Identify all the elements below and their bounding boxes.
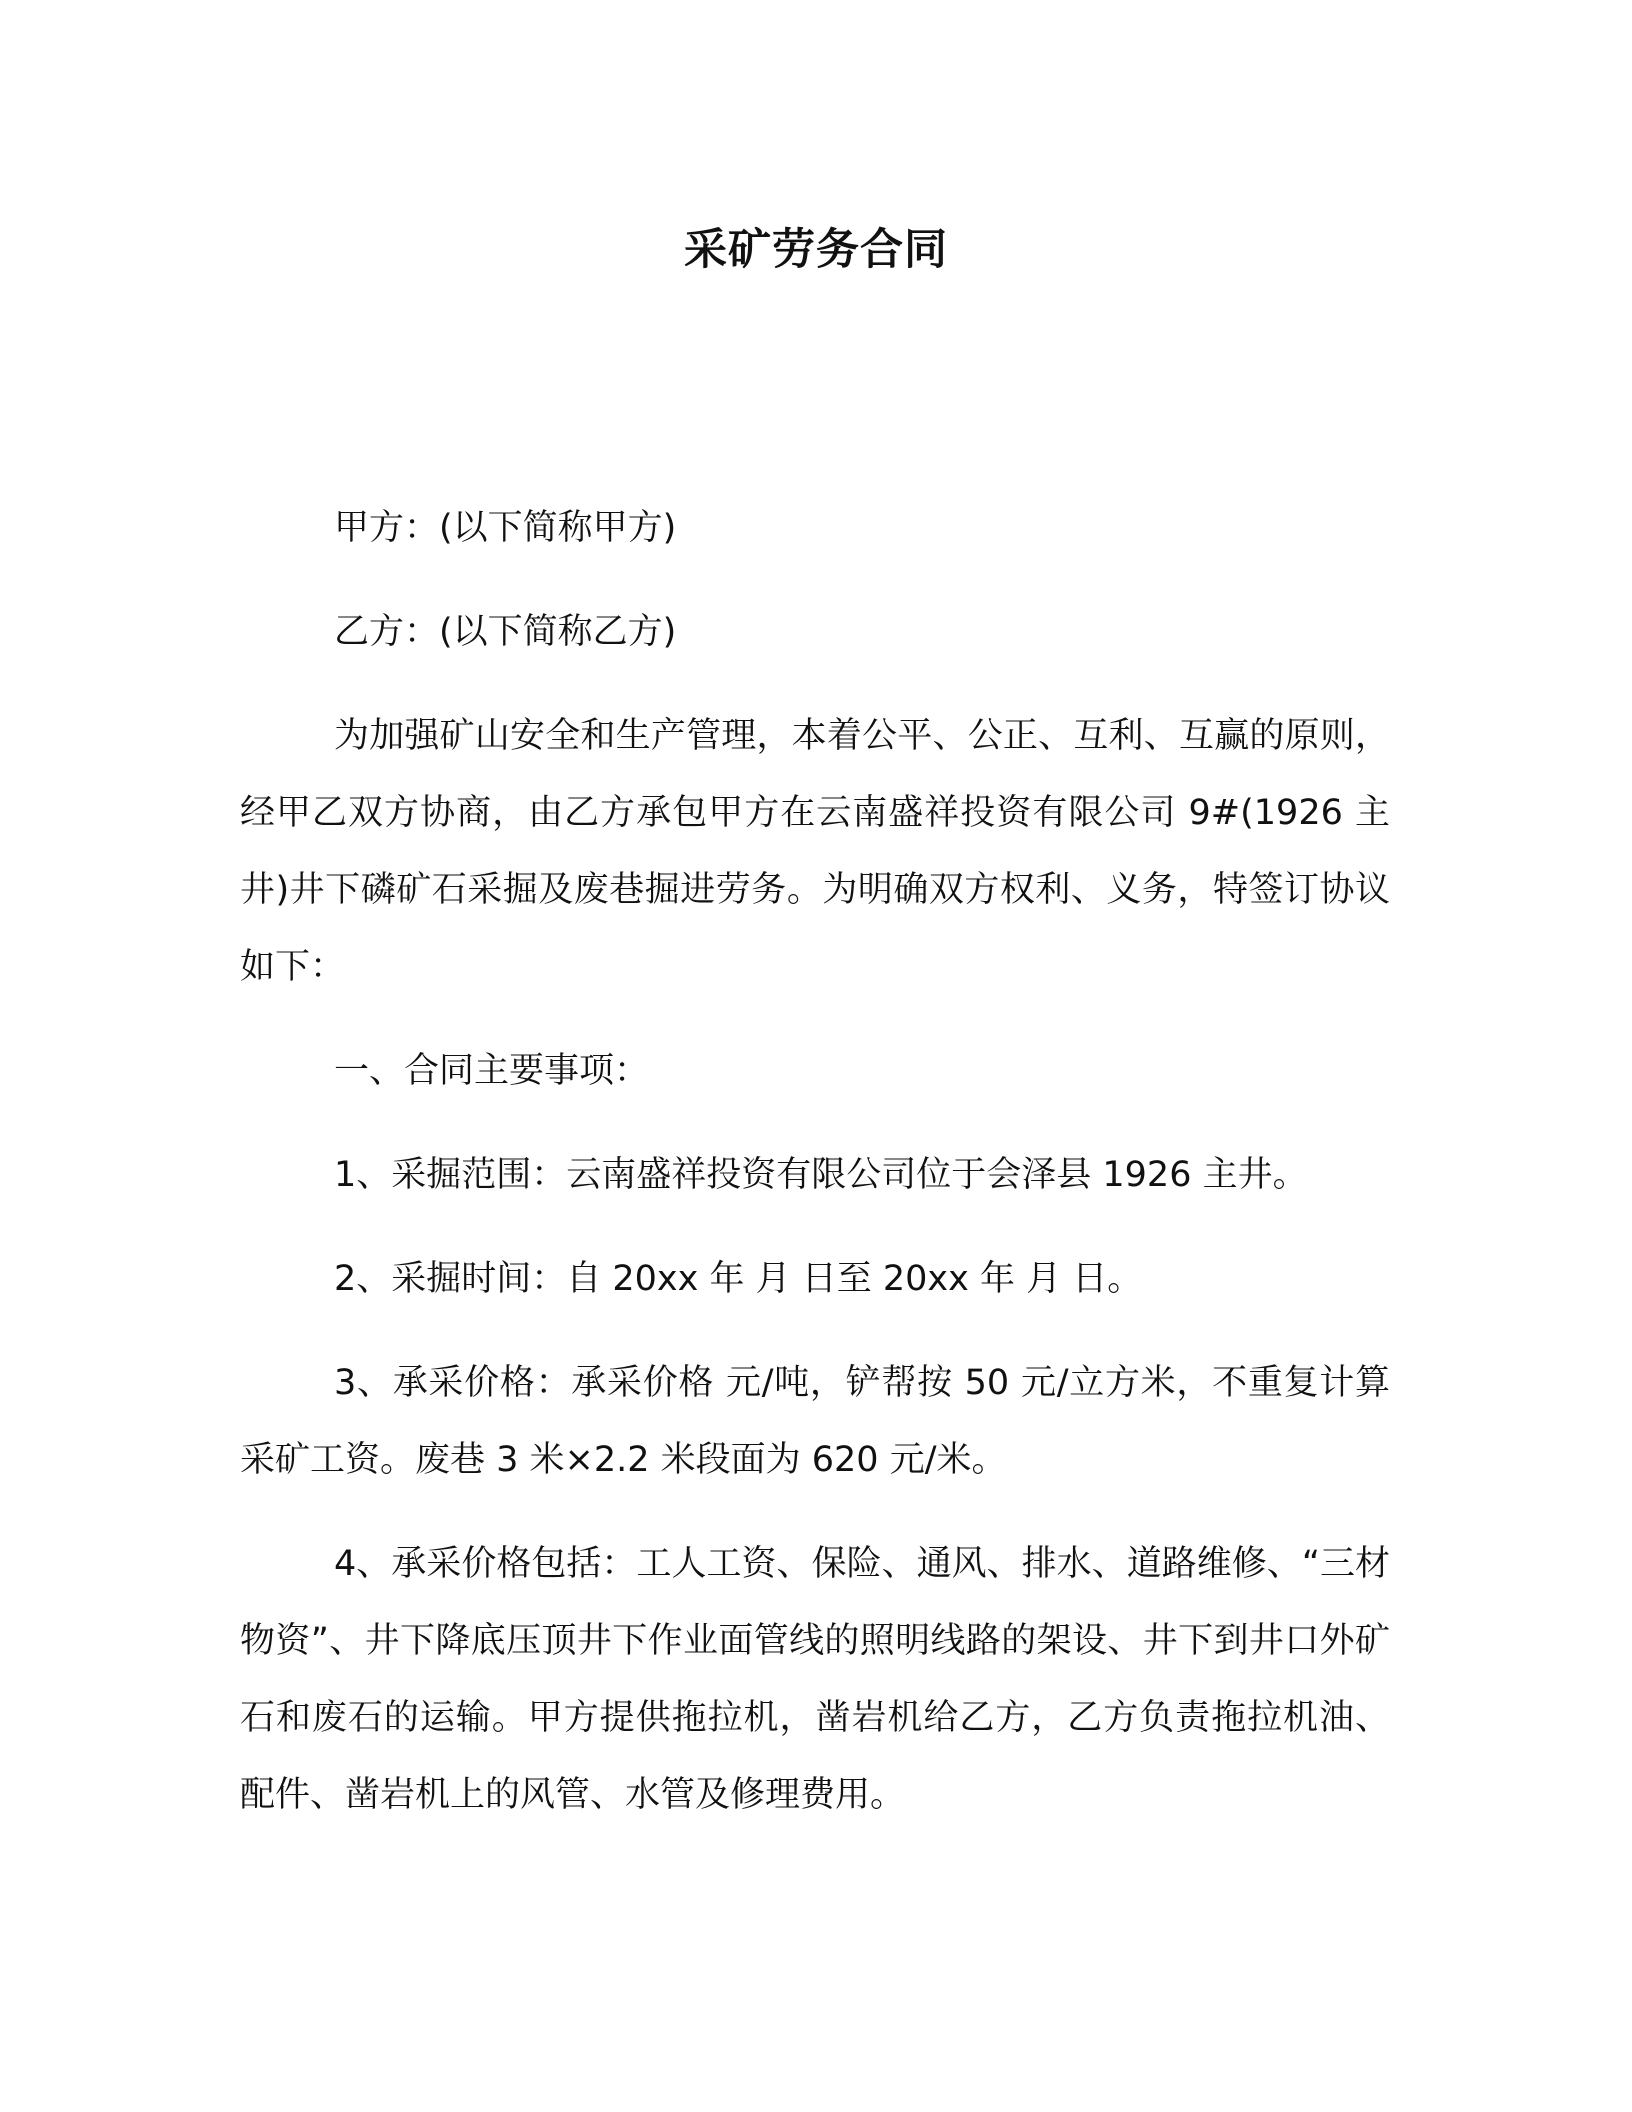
clause-4: 4、承采价格包括：工人工资、保险、通风、排水、道路维修、“三材物资”、井下降底压顶井下作业面管线的照明线路的架设、井下到井口外矿石和废石的运输。甲方提供拖拉机，凿岩机给乙方，乙方负责拖拉机油、配件、凿岩机上的风管、水管及修理费用。 bbox=[240, 1544, 1390, 1815]
clause-2: 2、采掘时间：自 20xx 年 月 日至 20xx 年 月 日。 bbox=[334, 1259, 1143, 1299]
party-a-line: 甲方：(以下简称甲方) bbox=[334, 508, 677, 548]
clause-1: 1、采掘范围：云南盛祥投资有限公司位于会泽县 1926 主井。 bbox=[334, 1155, 1308, 1195]
document-body bbox=[240, 490, 1390, 1834]
preamble-paragraph: 为加强矿山安全和生产管理，本着公平、公正、互利、互赢的原则，经甲乙双方协商，由乙方承包甲方在云南盛祥投资有限公司 9#(1926 主井)井下磷矿石采掘及废巷掘进劳务。为明确双方权利、义务，特签订协议如下： bbox=[240, 716, 1390, 987]
clause-3: 3、承采价格：承采价格 元/吨，铲帮按 50 元/立方米，不重复计算采矿工资。废巷 3 米×2.2 米段面为 620 元/米。 bbox=[240, 1363, 1390, 1480]
party-b-line: 乙方：(以下简称乙方) bbox=[334, 612, 677, 652]
document-title: 采矿劳务合同 bbox=[684, 225, 948, 275]
section-heading: 一、合同主要事项： bbox=[334, 1051, 650, 1091]
